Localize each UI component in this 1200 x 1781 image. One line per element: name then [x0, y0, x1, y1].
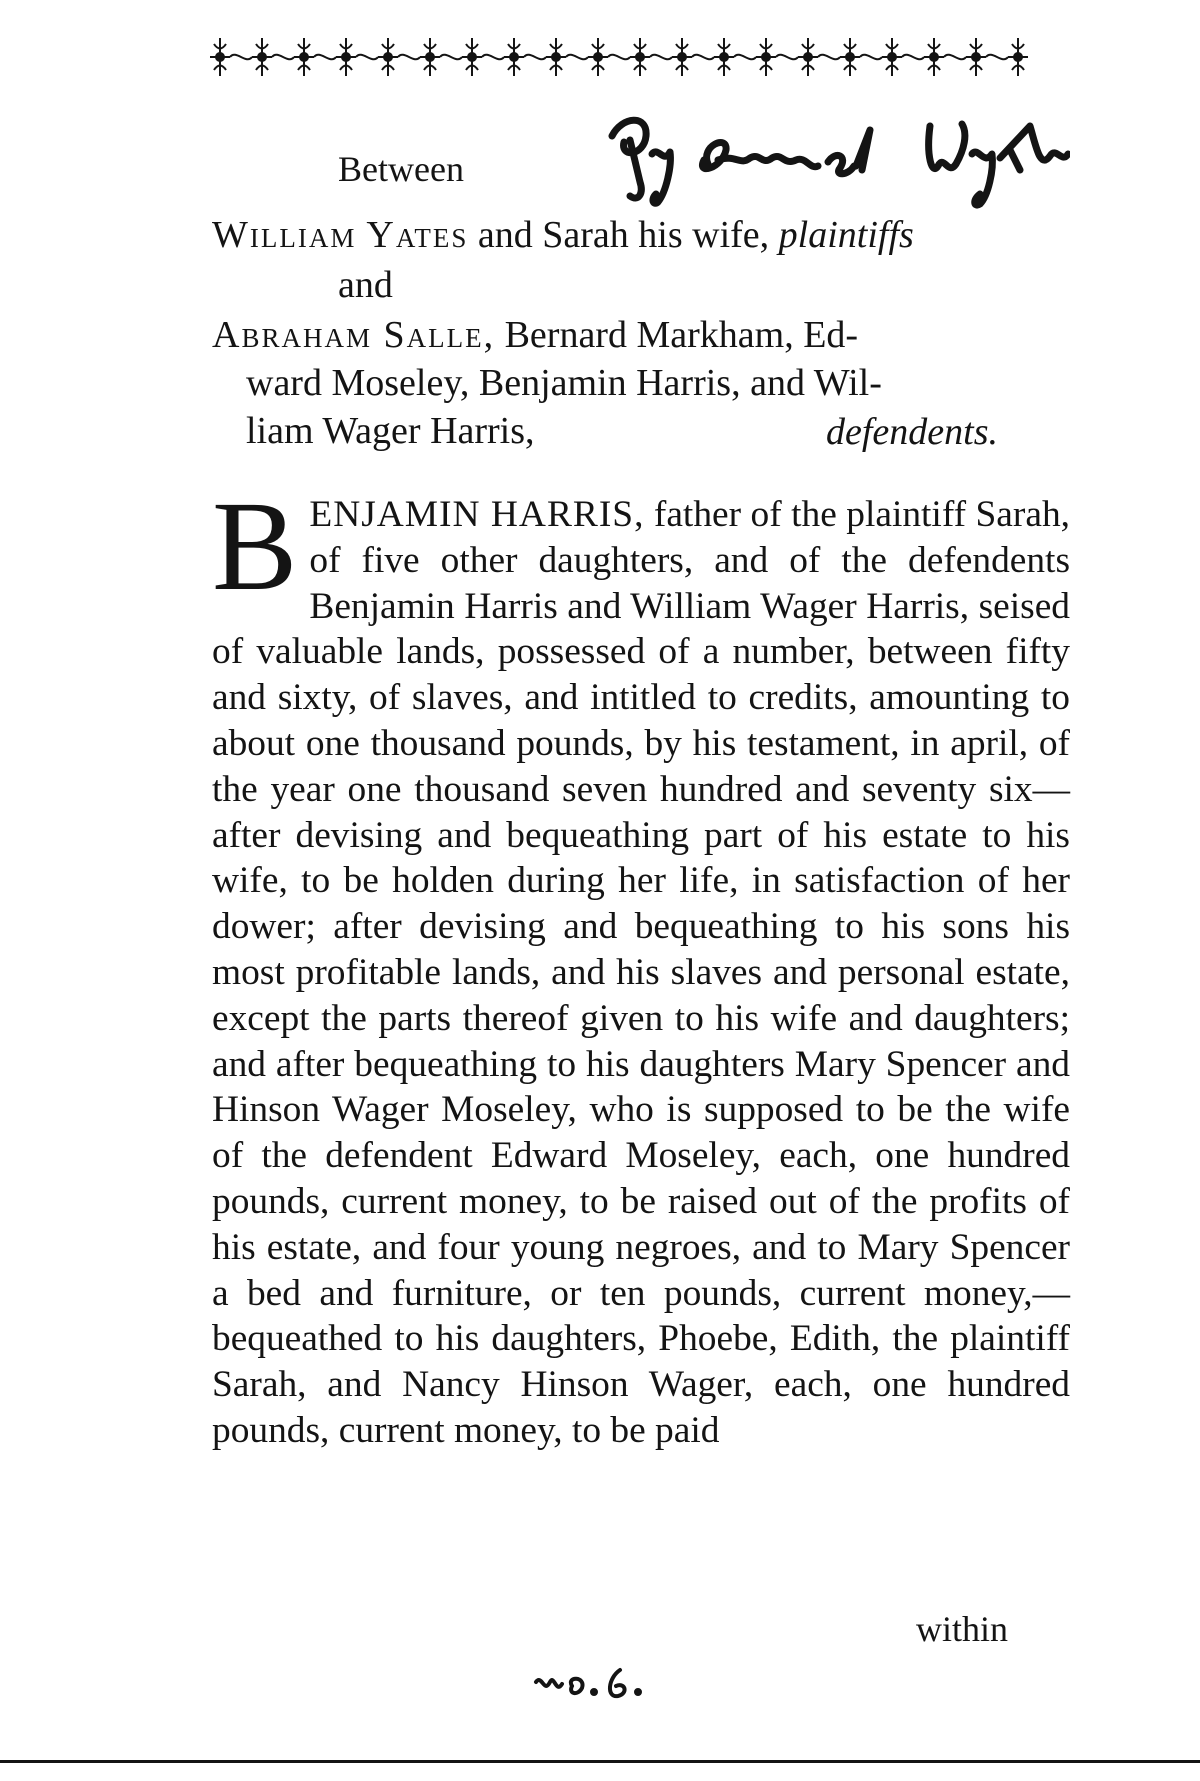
fleuron-icon: [588, 38, 630, 76]
bottom-rule: [0, 1760, 1200, 1763]
defendant-first-name: Abraham Salle,: [212, 314, 496, 356]
and-line: and: [338, 264, 393, 306]
drop-cap: B: [212, 475, 298, 617]
fleuron-icon: [630, 38, 672, 76]
fleuron-icon: [798, 38, 840, 76]
fleuron-icon: [462, 38, 504, 76]
defendant-line1-rest: Bernard Markham, Ed-: [504, 314, 859, 356]
fleuron-icon: [882, 38, 924, 76]
body-text: father of the plaintiff Sarah, of five other daughters, and of the defendents Benjamin Harris and William Wager Harris, seised of valuable lands, possessed of a number, between fifty and sixty, of slaves, and intitled to credits, amounting to about one thousand pounds, by his testament, in april, of the year one thousand seven hundred and seventy six— after devising and bequeathing part of his estate to his wife, to be holden during her life, in satisfaction of her dower; after devising and bequeathing to his sons his most profitable lands, and his slaves and personal estate, except the parts thereof given to his wife and daughters; and after bequeathing to his daughters Mary Spencer and Hinson Wager Moseley, who is supposed to be the wife of the defendent Edward Moseley, each, one hundred pounds, current money, to be raised out of the profits of his estate, and four young negroes, and to Mary Spencer a bed and furniture, or ten pounds, current money,— bequeathed to his daughters, Phoebe, Edith, the plaintiff Sarah, and Nancy Hinson Wager, each, one hundred pounds, current money, to be paid: [212, 494, 1070, 1451]
body-lead: ENJAMIN HARRIS,: [309, 494, 645, 535]
plaintiffs-line: [212, 212, 914, 258]
plaintiff-role: plaintiffs: [778, 214, 914, 256]
defendants-line-1: [212, 312, 858, 358]
catchword: within: [916, 1609, 1009, 1649]
between-heading: Between: [338, 149, 464, 189]
fleuron-icon: [504, 38, 546, 76]
body-paragraph: [212, 475, 1070, 1454]
plaintiff-names: William Yates: [212, 214, 469, 256]
fleuron-icon: [210, 38, 252, 76]
fleuron-icon: [672, 38, 714, 76]
defendants-line-2: ward Moseley, Benjamin Harris, and Wil-: [246, 362, 882, 404]
fleuron-icon: [336, 38, 378, 76]
plaintiff-rest: and Sarah his wife,: [468, 214, 779, 256]
defendant-role: defendents.: [826, 411, 999, 453]
handwritten-page-note: [530, 1660, 660, 1706]
fleuron-icon: [924, 38, 966, 76]
fleuron-icon: [756, 38, 798, 76]
fleuron-icon: [966, 38, 1008, 76]
ornament-band: [200, 34, 1042, 80]
handwritten-signature: [600, 106, 1070, 216]
fleuron-icon: [714, 38, 756, 76]
fleuron-icon: [1008, 38, 1028, 76]
fleuron-icon: [252, 38, 294, 76]
fleuron-icon: [420, 38, 462, 76]
defendants-line-3: liam Wager Harris,: [246, 410, 535, 452]
fleuron-icon: [840, 38, 882, 76]
fleuron-icon: [294, 38, 336, 76]
fleuron-icon: [546, 38, 588, 76]
fleuron-icon: [378, 38, 420, 76]
